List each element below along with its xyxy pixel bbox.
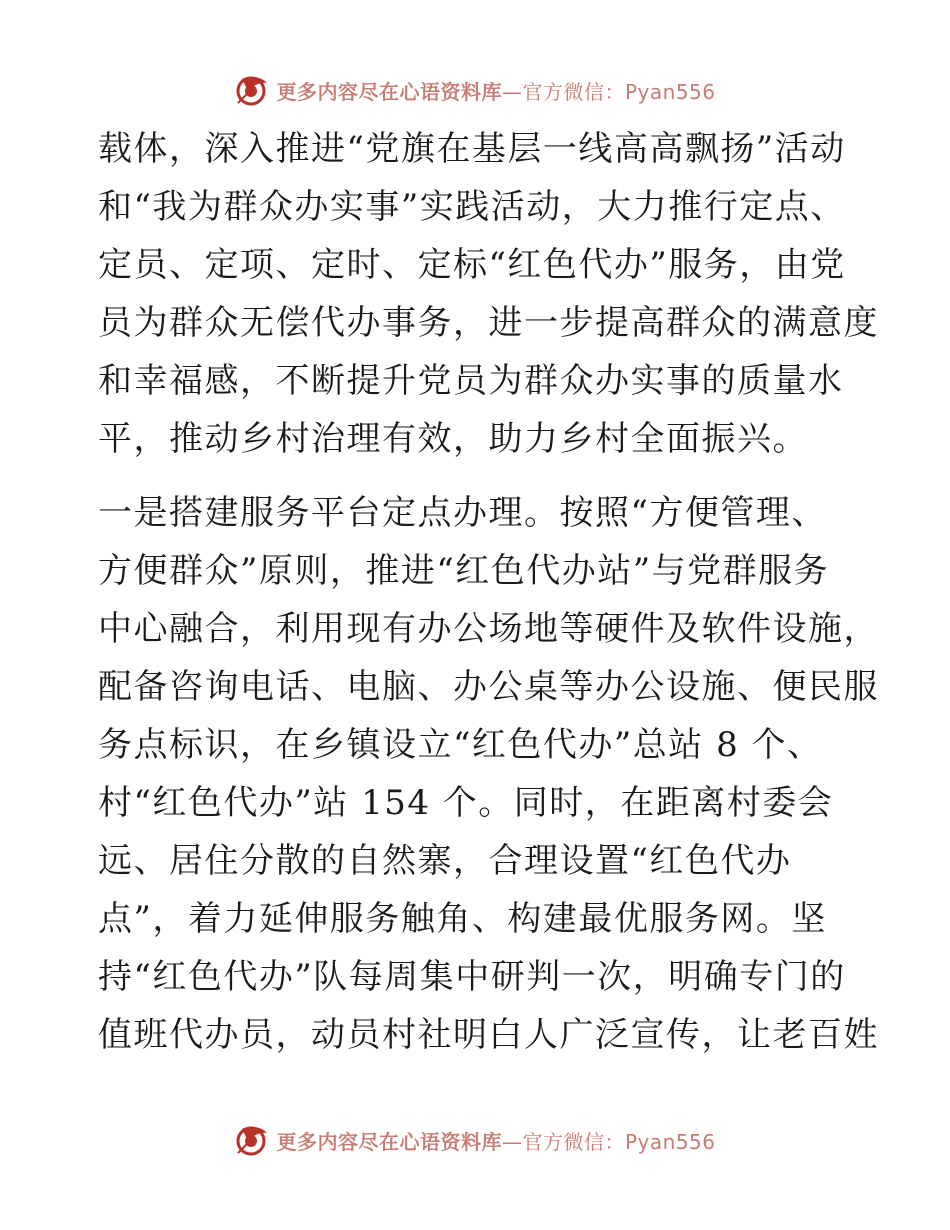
- text-line: 配备咨询电话、电脑、办公桌等办公设施、便民服: [98, 667, 879, 707]
- text-line: 和“我为群众办实事”实践活动，大力推行定点、: [98, 187, 846, 227]
- text-line: 定员、定项、定时、定标“红色代办”服务，由党: [98, 245, 846, 285]
- paragraph-2: [98, 484, 879, 1064]
- text-line: 务点标识，在乡镇设立“红色代办”总站 8 个、: [98, 725, 823, 765]
- text-line: 村“红色代办”站 154 个。同时，在距离村委会: [98, 783, 834, 823]
- text-line: 载体，深入推进“党旗在基层一线高高飘扬”活动: [98, 129, 846, 169]
- text-line: 中心融合，利用现有办公场地等硬件及软件设施，: [98, 609, 879, 649]
- text-line: 员为群众无偿代办事务，进一步提高群众的满意度: [98, 303, 879, 343]
- feather-seal-icon: [234, 1123, 270, 1157]
- paragraph-1: [98, 120, 879, 468]
- document-body: [98, 120, 879, 1064]
- footer-banner: [0, 1120, 950, 1160]
- feather-seal-icon: [234, 73, 270, 107]
- text-line: 远、居住分散的自然寨，合理设置“红色代办: [98, 841, 792, 881]
- text-line: 和幸福感，不断提升党员为群众办实事的质量水: [98, 361, 844, 401]
- text-line: 方便群众”原则，推进“红色代办站”与党群服务: [98, 551, 830, 591]
- text-line: 点”，着力延伸服务触角、构建最优服务网。坚: [98, 899, 827, 939]
- paragraph-gap: [98, 468, 858, 484]
- text-line: 平，推动乡村治理有效，助力乡村全面振兴。: [98, 419, 808, 459]
- banner-text: 更多内容尽在心语资料库—官方微信：Pyan556: [276, 79, 716, 104]
- text-line: 值班代办员，动员村社明白人广泛宣传，让老百姓: [98, 1015, 879, 1055]
- banner-text: 更多内容尽在心语资料库—官方微信：Pyan556: [276, 1129, 716, 1154]
- header-banner: [0, 70, 950, 110]
- text-line: 一是搭建服务平台定点办理。按照“方便管理、: [98, 493, 827, 533]
- text-line: 持“红色代办”队每周集中研判一次，明确专门的: [98, 957, 846, 997]
